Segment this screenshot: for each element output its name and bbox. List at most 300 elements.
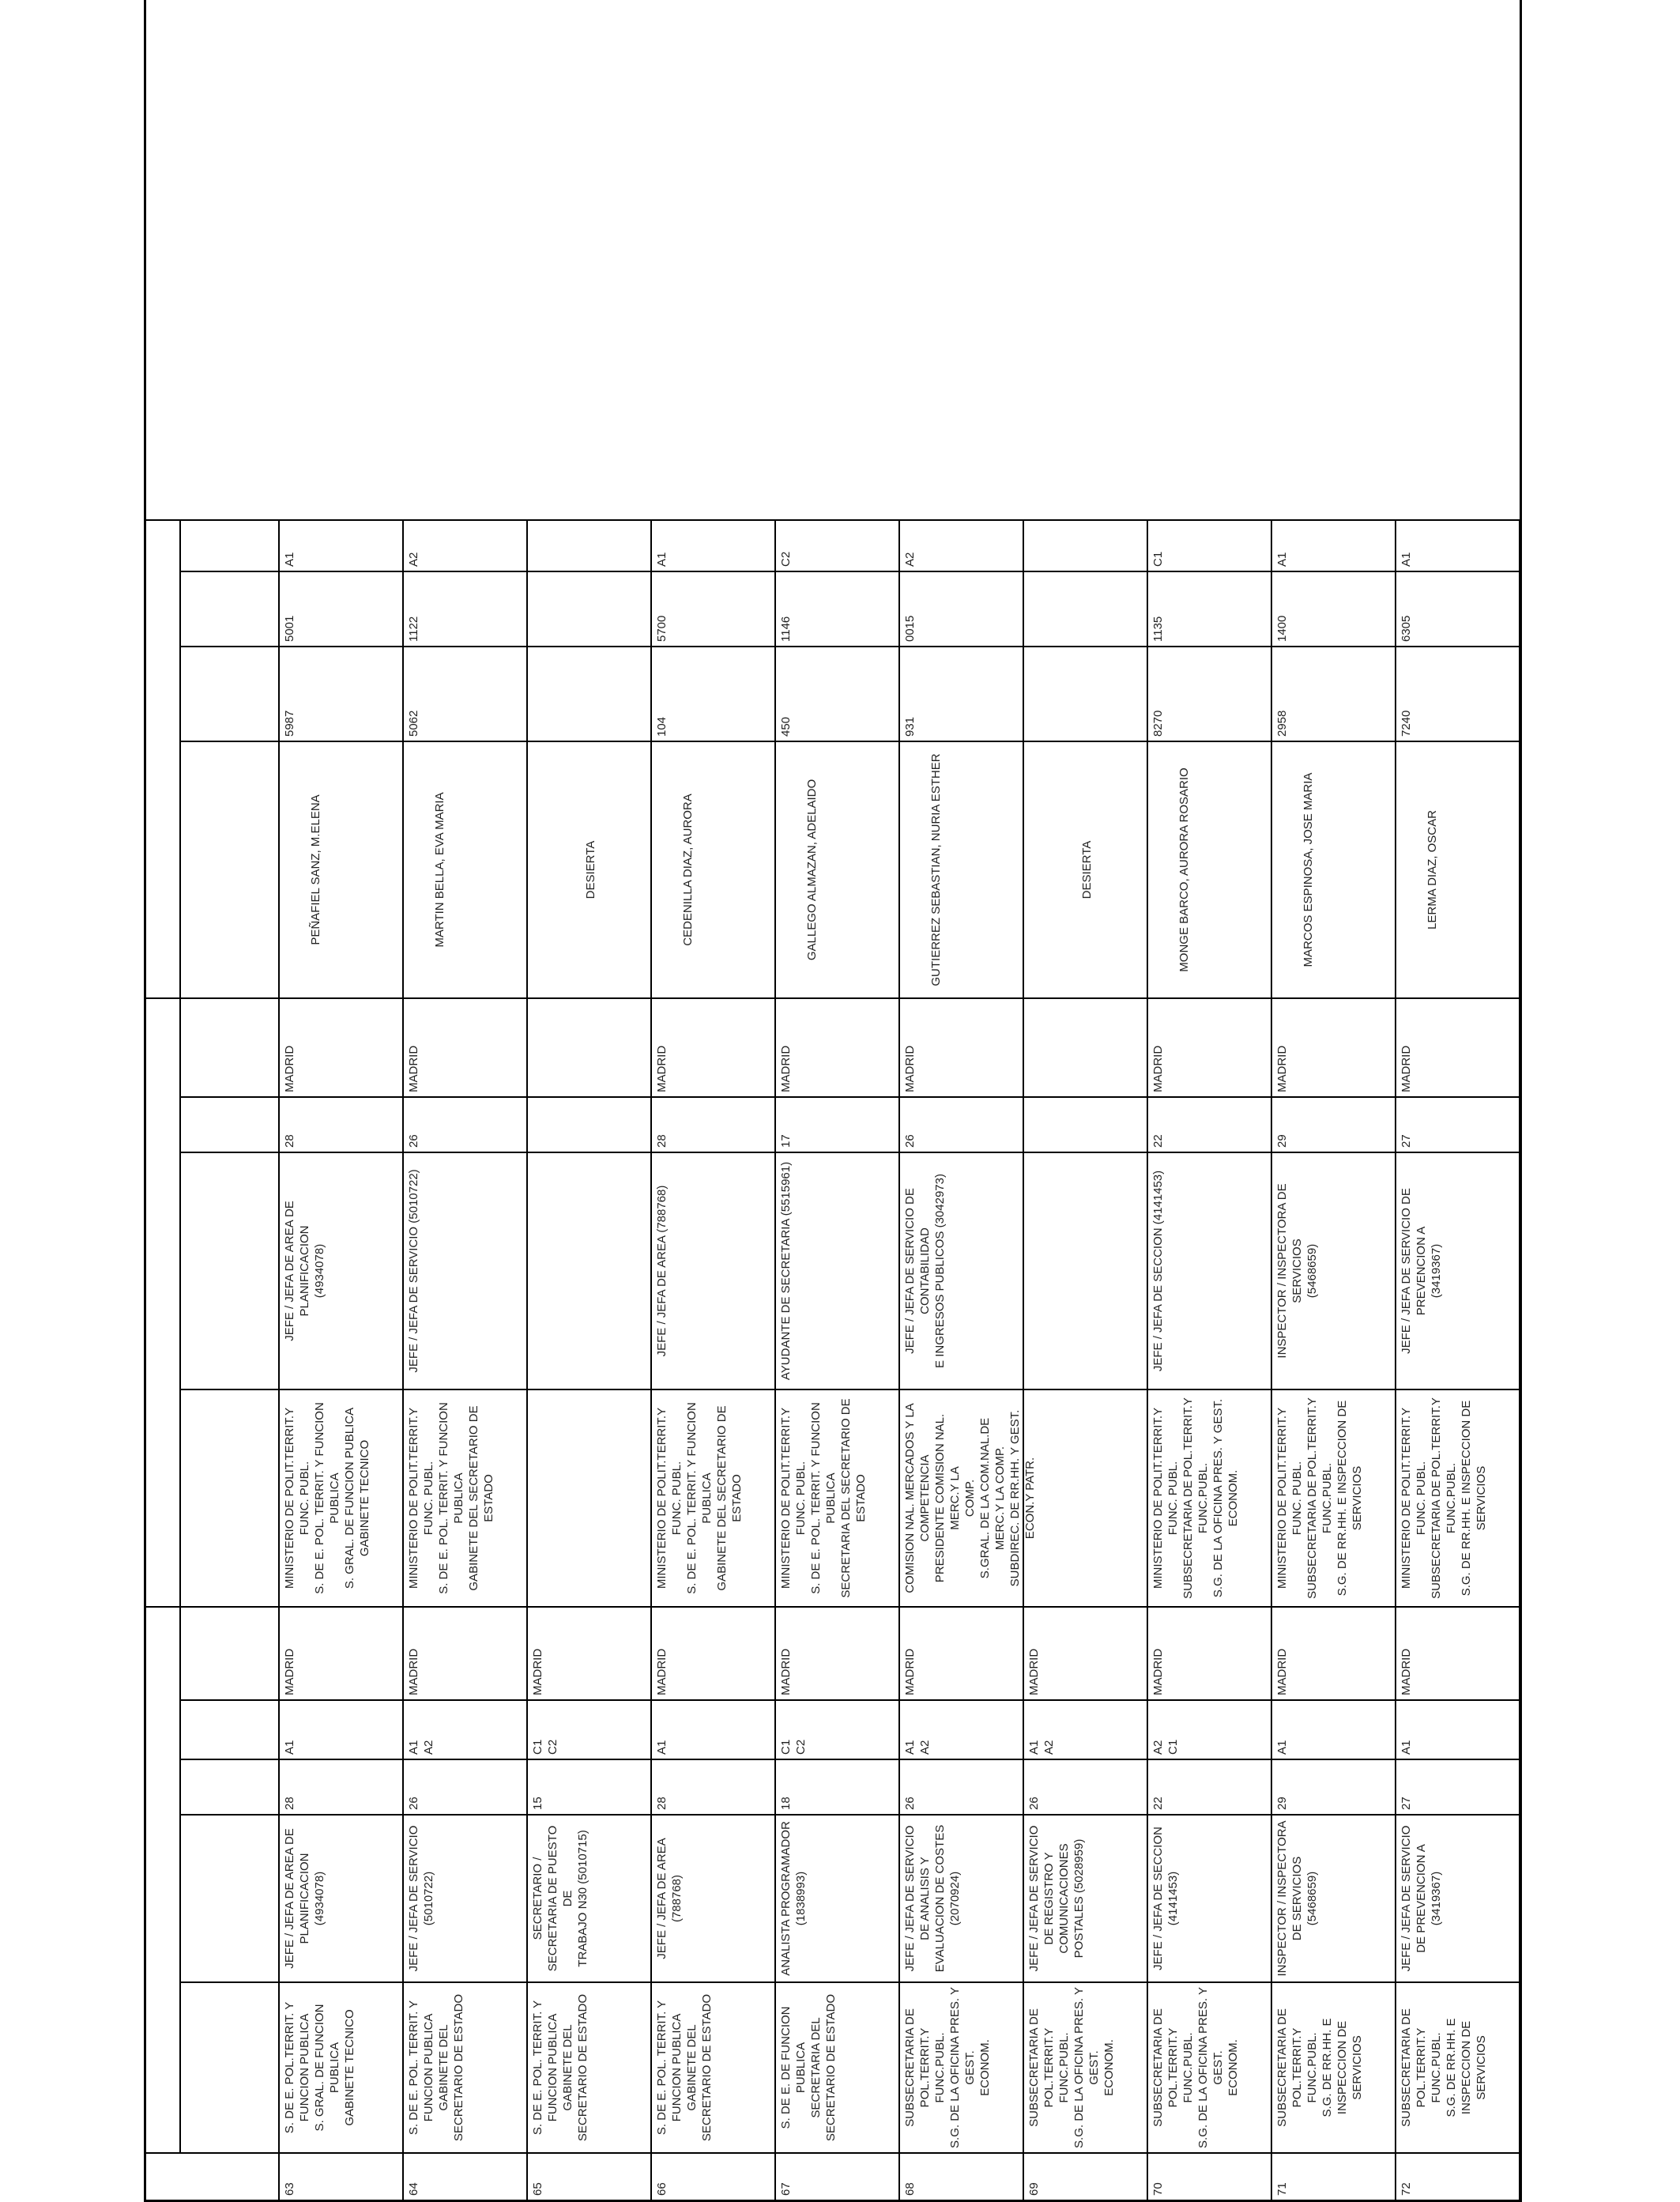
table-cell-localidad-adj [404,1606,528,1699]
cell-line: 70 [1151,2182,1165,2196]
table-cell-nivel-cese [1148,1096,1272,1152]
table-cell-nivel-adj [652,1759,776,1814]
cell-line: S.G. DE RR.HH. E INSPECCION DE SERVICIOS [1335,1400,1365,1597]
cell-line: FUNC.PUBL. [1430,2032,1444,2103]
cell-line: C2 [546,1739,560,1755]
table-cell-apellidos-nombre [1024,741,1148,997]
cell-line: COMPETENCIA [918,1454,932,1542]
cell-line: A2 [903,552,917,567]
cell-line: SERVICIOS [1350,2035,1365,2100]
table-cell-nivel-adj [1024,1759,1148,1814]
cell-line: 1135 [1151,616,1165,642]
cell-line: SUBSECRETARIA DE POL.TERRIT.Y [1275,2008,1305,2127]
table-cell-num [528,2152,652,2200]
cell-line: 18 [779,1797,793,1810]
cell-line: MINISTERIO DE POLIT.TERRIT.Y FUNC. PUBL. [655,1407,684,1589]
cell-line: A2 [1042,1740,1057,1755]
cell-line: GUTIERREZ SEBASTIAN, NURIA ESTHER [929,753,943,986]
cell-line: 7240 [1399,710,1413,737]
cell-line: COMISION NAL. MERCADOS Y LA [903,1403,917,1593]
assignment-table [144,0,1522,2202]
cell-line: 22 [1151,1797,1165,1810]
table-cell-grupo-personal [652,519,776,571]
table-cell-nivel-cese [652,1096,776,1152]
table-cell-organismo-adj [1024,1981,1148,2152]
cell-line: AYUDANTE DE SECRETARIA (5515961) [779,1161,793,1381]
table-cell-puesto-adj [404,1814,528,1981]
cell-line: JEFE / JEFA DE SERVICIO DE PREVENCION A [1399,1188,1429,1354]
table-cell-nrp [280,646,404,741]
table-cell-num [1272,2152,1396,2200]
table-cell-organismo-adj [1272,1981,1396,2152]
table-cell-nrp [1396,646,1520,741]
table-cell-grupo-adj [1272,1699,1396,1759]
cell-line: 64 [407,2182,420,2196]
cell-line: COMUNICACIONES POSTALES (5028959) [1057,1838,1087,1959]
cell-line: 17 [779,1134,793,1148]
cell-line: SECRETARIA DEL SECRETARIO DE ESTADO [809,1993,838,2142]
cell-line: 104 [655,716,669,737]
column-header [181,1699,280,1759]
column-header [181,997,280,1096]
table-cell-organismo-adj [900,1981,1024,2152]
cell-line: 5001 [283,615,296,642]
cell-line: MADRID [407,1648,420,1695]
cell-line: S.G. DE RR.HH. E INSPECCION DE SERVICIOS [1460,1400,1489,1597]
table-cell-apellidos-nombre [1272,741,1396,997]
table-cell-num [900,2152,1024,2200]
cell-line: JEFE / JEFA DE AREA (788768) [655,1838,684,1959]
cell-line: GABINETE TECNICO [343,2009,357,2126]
table-cell-puesto-adj [280,1814,404,1981]
cell-line: MADRID [1399,1648,1413,1695]
cell-line: MADRID [655,1648,669,1695]
table-cell-grupo-personal [280,519,404,571]
cell-line: S. DE E. POL. TERRIT. Y FUNCION PUBLICA [407,2000,436,2136]
table-cell-apellidos-nombre [528,741,652,997]
cell-line: ECONOM. [1102,2039,1117,2096]
cell-line: S. DE E. POL. TERRIT. Y FUNCION PUBLICA [531,2000,560,2136]
cell-line: MADRID [903,1648,917,1695]
table-cell-nrp [776,646,900,741]
cell-line: 15 [531,1797,544,1810]
cell-line: 5987 [283,710,296,737]
cell-line: S. DE E. POL. TERRIT. Y FUNCION PUBLICA [809,1402,838,1594]
table-cell-cue [776,571,900,646]
table-cell-grupo-adj [1396,1699,1520,1759]
table-cell-nivel-cese [1396,1096,1520,1152]
cell-line: JEFE / JEFA DE SERVICIO (5010722) [407,1169,420,1373]
table-cell-cue [652,571,776,646]
cell-line: MADRID [1027,1648,1041,1695]
table-cell-cue [528,571,652,646]
column-header [181,1389,280,1606]
table-cell-puesto-cese [404,1152,528,1389]
cell-line: A1 [283,552,296,567]
table-cell-apellidos-nombre [280,741,404,997]
table-cell-localidad-adj [776,1606,900,1699]
cell-line: S.G. DE LA OFICINA PRES. Y GEST. [1072,1987,1102,2148]
cell-line: MADRID [283,1045,296,1092]
table-cell-localidad-cese [528,997,652,1096]
column-header [181,1759,280,1814]
table-cell-grupo-adj [900,1699,1024,1759]
table-cell-localidad-cese [900,997,1024,1096]
cell-line: 22 [1151,1134,1165,1148]
table-cell-nivel-adj [404,1759,528,1814]
cell-line: C1 [1166,1739,1181,1755]
cell-line: SUBSECRETARIA DE POL.TERRIT.Y [1027,2008,1057,2127]
cell-line: MARCOS ESPINOSA, JOSE MARIA [1301,772,1315,967]
cell-line: 27 [1399,1797,1413,1810]
table-cell-organismo-cese [776,1389,900,1606]
cell-line: A2 [407,552,420,567]
cell-line: EVALUACION DE COSTES (2070924) [933,1824,962,1973]
table-cell-nivel-cese [404,1096,528,1152]
table-cell-localidad-cese [404,997,528,1096]
cell-line: DESIERTA [584,840,597,899]
table-cell-localidad-cese [1148,997,1272,1096]
table-cell-nrp [652,646,776,741]
cell-line: E INGRESOS PUBLICOS (3042973) [933,1174,947,1368]
table-cell-apellidos-nombre [1148,741,1272,997]
cell-line: 6305 [1399,615,1413,642]
table-cell-localidad-cese [1024,997,1148,1096]
table-cell-grupo-personal [528,519,652,571]
column-header [181,1981,280,2152]
table-cell-apellidos-nombre [776,741,900,997]
cell-line: C2 [794,1739,808,1755]
table-cell-puesto-cese [776,1152,900,1389]
table-cell-nrp [528,646,652,741]
table-cell-puesto-adj [900,1814,1024,1981]
cell-line: 450 [779,716,793,737]
cell-line: A1 [283,1740,296,1755]
table-cell-nivel-adj [1148,1759,1272,1814]
cell-line: JEFE / JEFA DE SECCION (4141453) [1151,1827,1181,1970]
cell-line: MADRID [655,1045,669,1092]
cell-line: 931 [903,716,917,737]
cell-line: 69 [1027,2182,1041,2196]
cell-line: C1 [531,1739,544,1755]
table-cell-puesto-adj [1396,1814,1520,1981]
table-cell-organismo-cese [280,1389,404,1606]
cell-line: JEFE / JEFA DE AREA DE PLANIFICACION [283,1201,312,1341]
table-cell-grupo-personal [404,519,528,571]
cell-line: MADRID [779,1648,793,1695]
cell-line: SUBSECRETARIA DE POL.TERRIT.Y FUNC.PUBL. [1430,1397,1459,1599]
table-cell-organismo-adj [776,1981,900,2152]
cell-line: A2 [422,1740,436,1755]
table-cell-grupo-adj [280,1699,404,1759]
cell-line: 27 [1399,1134,1413,1148]
table-cell-localidad-adj [1024,1606,1148,1699]
cell-line: 8270 [1151,710,1165,737]
table-cell-puesto-cese [1148,1152,1272,1389]
table-cell-num [404,2152,528,2200]
column-header [181,519,280,571]
cell-line: 72 [1399,2182,1413,2196]
table-cell-nivel-cese [900,1096,1024,1152]
cell-line: INSPECTOR / INSPECTORA DE SERVICIOS [1275,1820,1305,1977]
cell-line: JEFE / JEFA DE AREA DE PLANIFICACION [283,1828,312,1969]
table-cell-puesto-cese [280,1152,404,1389]
column-header [181,1152,280,1389]
table-cell-num [1024,2152,1148,2200]
cell-line: MONGE BARCO, AURORA ROSARIO [1177,767,1191,972]
cell-line: MINISTERIO DE POLIT.TERRIT.Y FUNC. PUBL. [407,1407,436,1589]
table-cell-localidad-adj [280,1606,404,1699]
cell-line: 71 [1275,2182,1289,2196]
table-cell-nivel-adj [900,1759,1024,1814]
cell-line: TRABAJO N30 (5010715) [576,1830,590,1967]
table-cell-cue [1024,571,1148,646]
table-cell-nivel-adj [1396,1759,1520,1814]
table-cell-nivel-cese [1272,1096,1396,1152]
cell-line: 29 [1275,1134,1289,1148]
table-cell-organismo-cese [404,1389,528,1606]
cell-line: C1 [1151,551,1165,567]
cell-line: MADRID [1275,1045,1289,1092]
table-cell-grupo-adj [1024,1699,1148,1759]
cell-line: S.G. DE RR.HH. E INSPECCION DE [1320,2018,1350,2117]
table-cell-nrp [404,646,528,741]
cell-line: SECRETARIA DEL SECRETARIO DE ESTADO [839,1398,868,1598]
cell-line: COMP. [963,1479,977,1518]
cell-line: S. DE E. POL. TERRIT. Y FUNCION PUBLICA [655,2000,684,2136]
cell-line: SUBSECRETARIA DE POL.TERRIT.Y FUNC.PUBL. [1305,1397,1335,1599]
cell-line: GABINETE DEL SECRETARIO DE ESTADO [685,1993,714,2142]
table-cell-cue [900,571,1024,646]
cell-line: 26 [903,1797,917,1810]
cell-line: S.G. DE LA OFICINA PRES. Y GEST. [1196,1987,1226,2148]
table-cell-puesto-adj [1272,1814,1396,1981]
column-header [181,646,280,741]
cell-line: 5062 [407,710,420,737]
cell-line: S. DE E. DE FUNCION PUBLICA [779,2006,808,2129]
cell-line: MINISTERIO DE POLIT.TERRIT.Y FUNC. PUBL. [283,1407,312,1589]
cell-line: MINISTERIO DE POLIT.TERRIT.Y FUNC. PUBL. [779,1407,808,1589]
table-cell-organismo-cese [900,1389,1038,1606]
cell-line: A1 [1399,552,1413,567]
table-cell-localidad-cese [280,997,404,1096]
cell-line: 67 [779,2182,793,2196]
table-cell-nrp [1024,646,1148,741]
table-cell-organismo-cese [1024,1389,1148,1606]
cell-line: 26 [1027,1797,1041,1810]
cell-line: SERVICIOS [1475,2035,1489,2100]
table-cell-puesto-adj [528,1814,652,1981]
table-cell-grupo-adj [776,1699,900,1759]
group-header [146,519,181,997]
table-cell-grupo-adj [404,1699,528,1759]
cell-line: A1 [1027,1740,1041,1755]
cell-line: 26 [903,1134,917,1148]
cell-line: ANALISTA PROGRAMADOR (1838993) [779,1821,808,1976]
cell-line: 63 [283,2182,296,2196]
table-cell-organismo-adj [280,1981,404,2152]
cell-line: S. DE E. POL. TERRIT. Y FUNCION PUBLICA [313,1402,342,1594]
cell-line: MADRID [1399,1045,1413,1092]
cell-line: (3419367) [1430,1871,1444,1926]
table-cell-nivel-cese [1024,1096,1148,1152]
cell-line: S.G. DE LA OFICINA PRES. Y GEST. [948,1987,977,2148]
table-cell-organismo-cese [1272,1389,1396,1606]
cell-line: ECONOM. [978,2039,993,2096]
cell-line: A2 [918,1740,932,1755]
table-cell-grupo-adj [528,1699,652,1759]
cell-line: FUNC.PUBL. [1305,2032,1320,2103]
cell-line: GABINETE TECNICO [358,1439,372,1557]
cell-line: MADRID [779,1045,793,1092]
cell-line: A1 [655,1740,669,1755]
cell-line: A1 [903,1740,917,1755]
table-cell-puesto-cese [1396,1152,1520,1389]
cell-line: S. DE E. POL.TERRIT. Y FUNCION PUBLICA [283,2001,312,2134]
table-cell-nrp [1148,646,1272,741]
column-header [181,1096,280,1152]
table-cell-grupo-personal [1148,519,1272,571]
cell-line: 1122 [407,616,420,642]
cell-line: 26 [407,1797,420,1810]
cell-line: 26 [407,1134,420,1148]
cell-line: A1 [655,552,669,567]
column-header [146,2152,280,2200]
table-cell-localidad-cese [1396,997,1520,1096]
cell-line: JEFE / JEFA DE SERVICIO DE PREVENCION A [1399,1825,1429,1972]
cell-line: JEFE / JEFA DE SECCION (4141453) [1151,1170,1165,1372]
table-cell-apellidos-nombre [652,741,776,997]
cell-line: (4934078) [313,1243,327,1299]
cell-line: 66 [655,2182,669,2196]
cell-line: MINISTERIO DE POLIT.TERRIT.Y FUNC. PUBL. [1275,1407,1305,1589]
table-cell-puesto-adj [1148,1814,1272,1981]
table-cell-organismo-cese [528,1389,652,1606]
table-cell-grupo-personal [1024,519,1148,571]
table-cell-organismo-cese [1148,1389,1272,1606]
cell-line: A2 [1151,1740,1165,1755]
table-cell-cue [1148,571,1272,646]
cell-line: MINISTERIO DE POLIT.TERRIT.Y FUNC. PUBL. [1151,1407,1181,1589]
table-cell-puesto-adj [776,1814,900,1981]
cell-line: S.G. DE LA OFICINA PRES. Y GEST. ECONOM. [1211,1398,1241,1598]
table-cell-cue [1272,571,1396,646]
table-cell-localidad-adj [528,1606,652,1699]
table-cell-num [652,2152,776,2200]
cell-line: A1 [1275,552,1289,567]
table-cell-puesto-adj [652,1814,776,1981]
rotated-page [144,0,1522,2202]
table-cell-localidad-adj [1272,1606,1396,1699]
table-cell-localidad-cese [1272,997,1396,1096]
table-cell-organismo-adj [528,1981,652,2152]
cell-line: SUBSECRETARIA DE POL.TERRIT.Y [1399,2008,1429,2127]
cell-line: A1 [1275,1740,1289,1755]
cell-line: CEDENILLA DIAZ, AURORA [681,794,695,946]
cell-line: (3419367) [1430,1243,1444,1299]
group-header [146,997,181,1606]
cell-line: 1400 [1275,615,1289,642]
table-cell-nivel-adj [776,1759,900,1814]
cell-line: S. GRAL. DE FUNCION PUBLICA [313,2004,342,2132]
cell-line: ECONOM. [1226,2039,1241,2096]
cell-line: GABINETE DEL SECRETARIO DE ESTADO [437,1993,466,2142]
cell-line: 28 [655,1797,669,1810]
cell-line: GABINETE DEL SECRETARIO DE ESTADO [467,1405,496,1591]
cell-line: SUBDIREC. DE RR.HH. Y GEST. ECON.Y PATR. [1008,1409,1038,1587]
cell-line: INSPECTOR / INSPECTORA DE SERVICIOS [1275,1183,1305,1359]
cell-line: JEFE / JEFA DE SERVICIO (5010722) [407,1825,436,1972]
table-cell-organismo-adj [404,1981,528,2152]
cell-line: 28 [655,1134,669,1148]
table-cell-grupo-personal [1396,519,1520,571]
cell-line: MADRID [283,1648,296,1695]
cell-line: SUBSECRETARIA DE POL.TERRIT.Y [1151,2008,1181,2127]
cell-line: 65 [531,2182,544,2196]
cell-line: 29 [1275,1797,1289,1810]
cell-line: DESIERTA [1080,840,1094,899]
cell-line: PRESIDENTE COMISION NAL. MERC.Y LA [933,1413,962,1583]
cell-line: 0015 [903,615,917,642]
table-cell-nivel-adj [528,1759,652,1814]
table-cell-apellidos-nombre [1396,741,1520,997]
cell-line: MADRID [531,1648,544,1695]
cell-line: MADRID [407,1045,420,1092]
cell-line: FUNC.PUBL. [1057,2032,1072,2103]
cell-line: MADRID [1275,1648,1289,1695]
table-cell-organismo-adj [1148,1981,1272,2152]
table-cell-nivel-adj [1272,1759,1396,1814]
cell-line: MINISTERIO DE POLIT.TERRIT.Y FUNC. PUBL. [1399,1407,1429,1589]
group-header [146,1606,181,2152]
column-header [181,1814,280,1981]
table-cell-grupo-adj [652,1699,776,1759]
cell-line: FUNC.PUBL. [1181,2032,1196,2103]
cell-line: C2 [779,551,793,567]
table-cell-cue [404,571,528,646]
cell-line: 5700 [655,615,669,642]
table-cell-grupo-personal [1272,519,1396,571]
cell-line: GABINETE DEL SECRETARIO DE ESTADO [715,1405,744,1591]
table-cell-cue [1396,571,1520,646]
table-cell-nivel-adj [280,1759,404,1814]
table-cell-localidad-cese [776,997,900,1096]
cell-line: C1 [779,1739,793,1755]
column-header [181,741,280,997]
table-cell-nivel-cese [528,1096,652,1152]
table-cell-num [776,2152,900,2200]
table-cell-apellidos-nombre [900,741,1024,997]
cell-line: MARTIN BELLA, EVA MARIA [433,792,446,948]
table-cell-grupo-personal [900,519,1024,571]
table-cell-apellidos-nombre [404,741,528,997]
cell-line: GABINETE DEL SECRETARIO DE ESTADO [561,1993,590,2142]
cell-line: JEFE / JEFA DE SERVICIO DE ANALISIS Y [903,1825,932,1972]
cell-line: (5468659) [1305,1243,1320,1299]
cell-line: 1146 [779,616,793,642]
cell-line: 68 [903,2182,917,2196]
table-cell-puesto-cese [900,1152,1024,1389]
cell-line: JEFE / JEFA DE AREA (788768) [655,1185,669,1357]
table-cell-organismo-cese [652,1389,776,1606]
table-cell-grupo-adj [1148,1699,1272,1759]
cell-line: SECRETARIO / SECRETARIA DE PUESTO DE [531,1825,575,1972]
table-cell-localidad-adj [1396,1606,1520,1699]
cell-line: S.GRAL. DE LA COM.NAL.DE MERC.Y LA COMP. [978,1417,1008,1579]
table-cell-organismo-adj [652,1981,776,2152]
cell-line: PEÑAFIEL SANZ, M.ELENA [309,794,322,945]
table-cell-nrp [900,646,1024,741]
